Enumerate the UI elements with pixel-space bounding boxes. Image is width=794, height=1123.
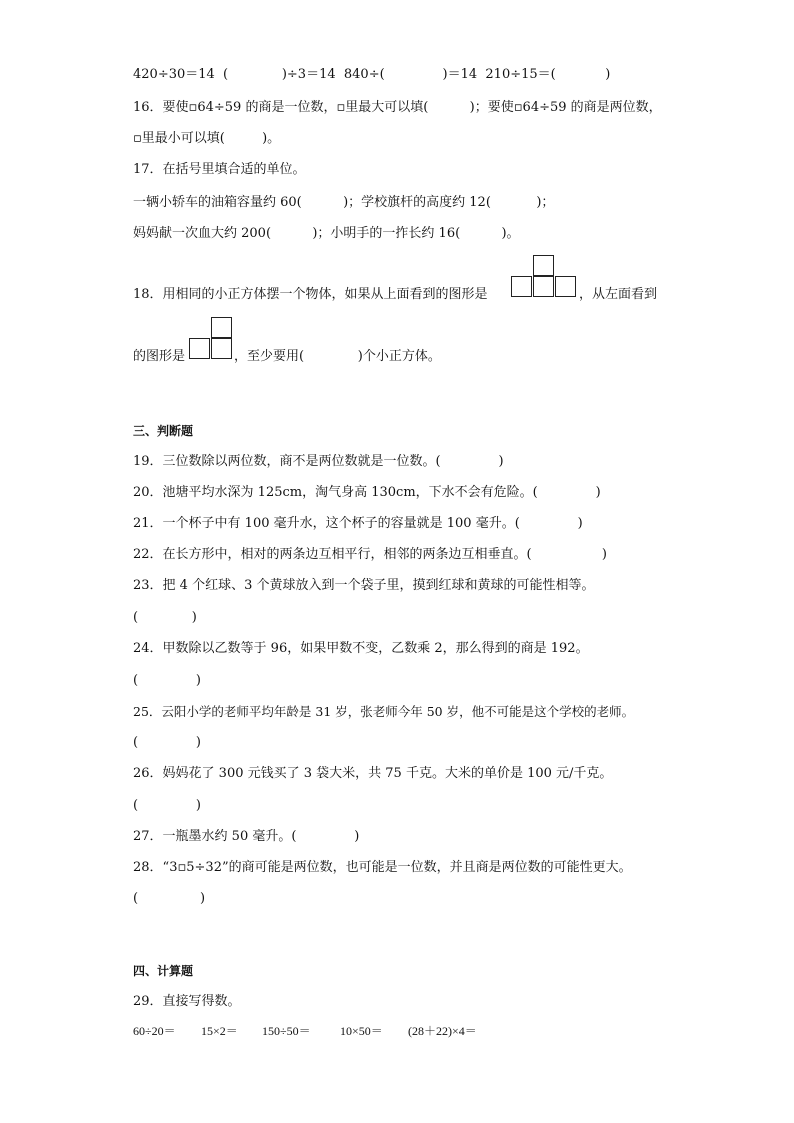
question-24: 24．甲数除以乙数等于 96，如果甲数不变，乙数乘 2，那么得到的商是 192。 — [133, 641, 589, 656]
question-18-line2-post: ，至少要用( )个小正方体。 — [234, 349, 441, 364]
calc-item: 10×50＝ — [340, 1024, 383, 1038]
top-view-figure — [511, 255, 577, 298]
question-17-title: 17．在括号里填合适的单位。 — [133, 162, 306, 177]
question-24-answer: ( ) — [133, 673, 201, 688]
question-16-line1: 16．要使▫64÷59 的商是一位数，▫里最大可以填( )；要使▫64÷59 的商是两位数， — [133, 100, 662, 115]
section-4-heading: 四、计算题 — [133, 964, 194, 978]
question-20: 20．池塘平均水深为 125cm，淘气身高 130cm，下水不会有危险。( ) — [133, 485, 601, 500]
question-29: 29．直接写得数。 — [133, 994, 241, 1009]
question-18-line2-pre: 的图形是 — [133, 349, 186, 364]
question-22: 22．在长方形中，相对的两条边互相平行，相邻的两条边互相垂直。( ) — [133, 547, 607, 562]
question-28-answer: ( ) — [133, 891, 206, 906]
question-16-line2: ▫里最小可以填( )。 — [133, 131, 281, 146]
section-3-heading: 三、判断题 — [133, 424, 194, 438]
calc-item: 150÷50＝ — [262, 1024, 311, 1038]
calc-item: 15×2＝ — [201, 1024, 238, 1038]
question-15-line: 420÷30＝14 ( )÷3＝14 840÷( )＝14 210÷15＝( ) — [133, 67, 611, 82]
question-26: 26．妈妈花了 300 元钱买了 3 袋大米，共 75 千克。大米的单价是 100 元/千克。 — [133, 766, 613, 781]
question-21: 21．一个杯子中有 100 毫升水，这个杯子的容量就是 100 毫升。( ) — [133, 516, 583, 531]
question-17-line1: 一辆小轿车的油箱容量约 60( )；学校旗杆的高度约 12( )； — [133, 195, 555, 210]
question-23: 23．把 4 个红球、3 个黄球放入到一个袋子里，摸到红球和黄球的可能性相等。 — [133, 578, 595, 593]
question-23-answer: ( ) — [133, 610, 197, 625]
question-25: 25．云阳小学的老师平均年龄是 31 岁，张老师今年 50 岁，他不可能是这个学校的老师。 — [133, 704, 635, 719]
question-26-answer: ( ) — [133, 798, 201, 813]
question-28: 28．“3▫5÷32”的商可能是两位数，也可能是一位数，并且商是两位数的可能性更大。 — [133, 860, 632, 875]
calc-item: (28＋22)×4＝ — [408, 1024, 477, 1038]
question-18-line1-post: ，从左面看到 — [579, 287, 658, 302]
question-25-answer: ( ) — [133, 735, 201, 750]
left-view-figure — [189, 317, 233, 360]
question-27: 27．一瓶墨水约 50 毫升。( ) — [133, 829, 360, 844]
question-17-line2: 妈妈献一次血大约 200( )；小明手的一拃长约 16( )。 — [133, 226, 520, 241]
question-18-line1-pre: 18．用相同的小正方体摆一个物体，如果从上面看到的图形是 — [133, 287, 488, 302]
question-19: 19．三位数除以两位数，商不是两位数就是一位数。( ) — [133, 454, 504, 469]
calc-item: 60÷20＝ — [133, 1024, 176, 1038]
